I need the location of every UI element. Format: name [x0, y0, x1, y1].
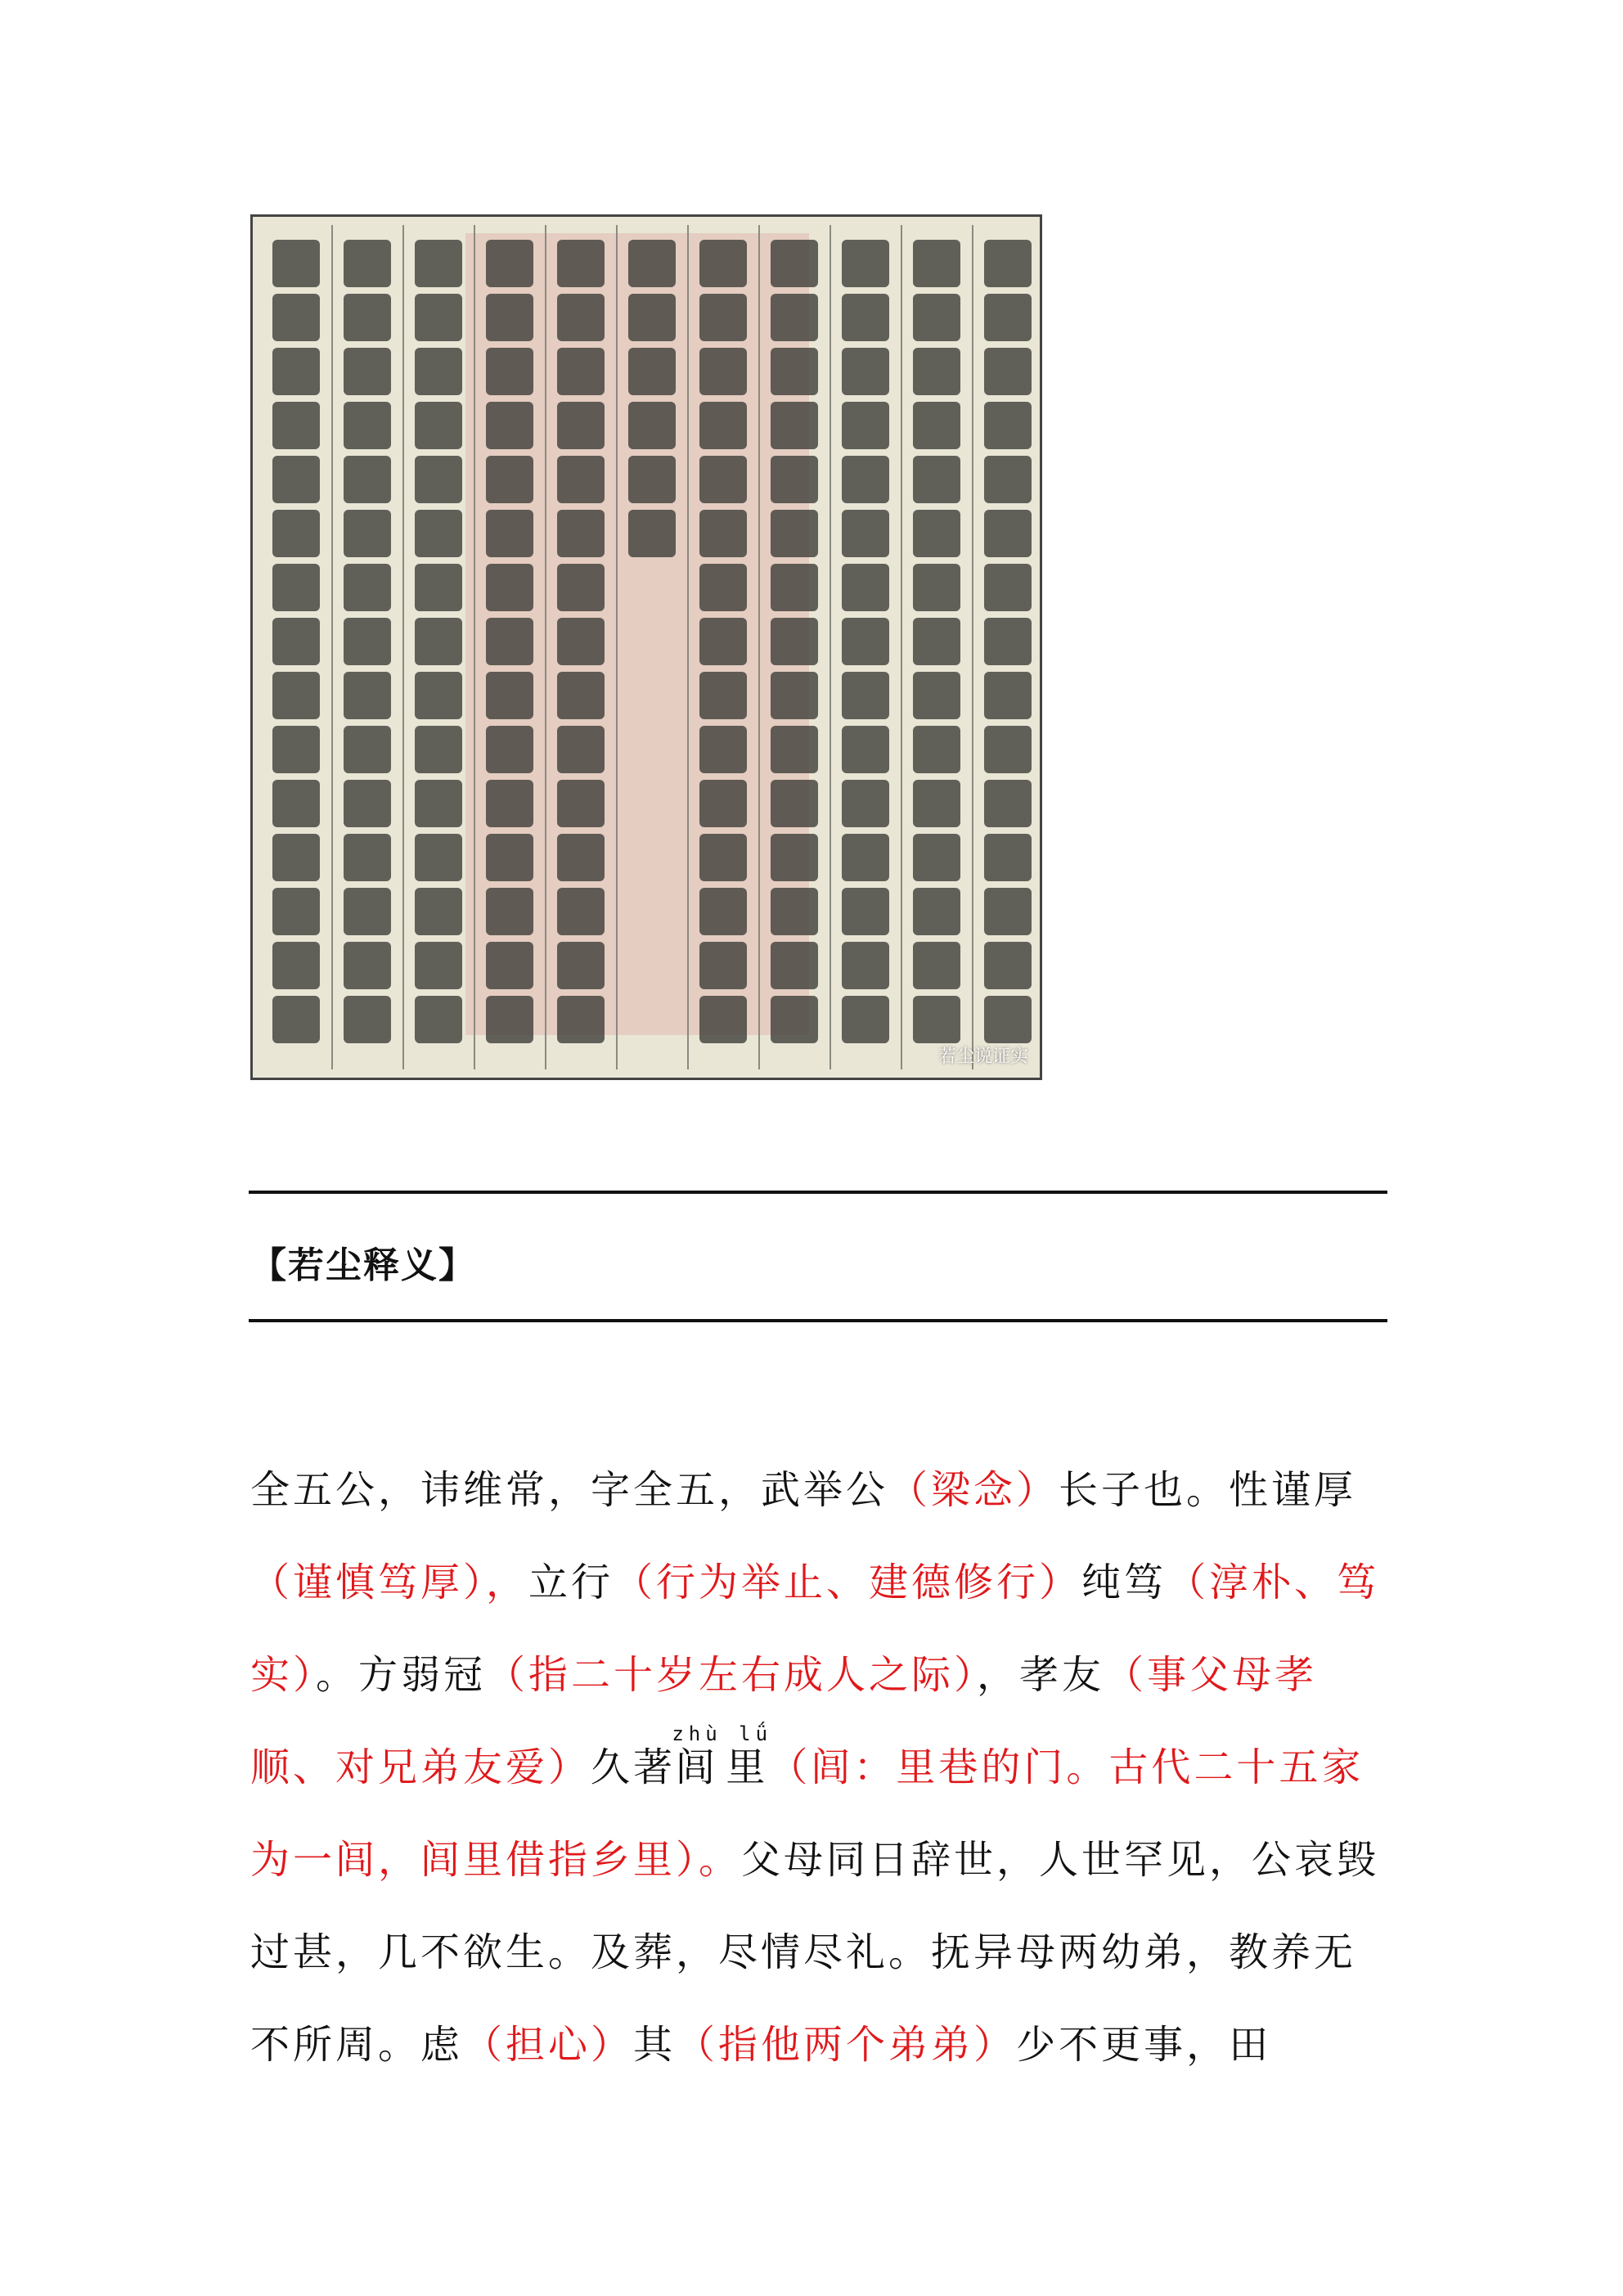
- scan-glyph: [557, 564, 605, 611]
- scan-glyph: [771, 942, 818, 989]
- scan-glyph: [984, 996, 1032, 1043]
- pinyin-ruby: 闾里zhù lǘ: [672, 1722, 773, 1790]
- scan-glyph: [771, 402, 818, 449]
- scan-glyph: [842, 672, 889, 719]
- scan-glyph: [913, 564, 960, 611]
- annotation: （事父母孝顺、对兄弟友爱）: [250, 1652, 1318, 1790]
- scan-glyph: [842, 564, 889, 611]
- scan-glyph: [272, 672, 320, 719]
- scan-glyph: [913, 240, 960, 287]
- annotation: （指二十岁左右成人之际）: [486, 1652, 978, 1698]
- scan-glyph: [771, 294, 818, 341]
- scan-glyph: [272, 942, 320, 989]
- scan-glyph: [699, 564, 747, 611]
- scan-glyph: [984, 510, 1032, 557]
- scan-glyph: [699, 780, 747, 827]
- scan-glyph: [272, 564, 320, 611]
- scan-glyph: [415, 456, 462, 503]
- scan-glyph: [913, 942, 960, 989]
- scan-glyph: [699, 888, 747, 935]
- scan-glyph: [486, 456, 533, 503]
- scan-glyph: [913, 672, 960, 719]
- scan-text-column: [901, 225, 973, 1069]
- scan-glyph: [272, 294, 320, 341]
- scan-glyph: [344, 618, 391, 665]
- scan-glyph: [771, 780, 818, 827]
- scan-glyph: [984, 942, 1032, 989]
- annotation: （指他两个弟弟）: [676, 2022, 1017, 2068]
- scan-glyph: [984, 402, 1032, 449]
- scan-glyph: [771, 564, 818, 611]
- scan-glyph: [984, 726, 1032, 773]
- annotation: （谨慎笃厚），: [250, 1560, 529, 1605]
- scan-glyph: [344, 834, 391, 881]
- scan-glyph: [486, 618, 533, 665]
- scan-glyph: [344, 780, 391, 827]
- scan-glyph: [415, 402, 462, 449]
- scan-glyph: [842, 240, 889, 287]
- scan-glyph: [842, 348, 889, 395]
- scan-glyph: [272, 348, 320, 395]
- scan-glyph: [557, 240, 605, 287]
- scan-glyph: [415, 780, 462, 827]
- top-rule: [249, 1191, 1387, 1194]
- scan-glyph: [771, 456, 818, 503]
- scan-glyph: [344, 996, 391, 1043]
- scan-glyph: [699, 348, 747, 395]
- scan-glyph: [557, 510, 605, 557]
- scan-text-column: [759, 225, 831, 1069]
- scan-glyph: [984, 780, 1032, 827]
- scan-glyph: [557, 402, 605, 449]
- scan-glyph: [842, 510, 889, 557]
- scan-glyph: [628, 456, 676, 503]
- scan-glyph: [272, 510, 320, 557]
- scan-glyph: [628, 348, 676, 395]
- scan-glyph: [486, 780, 533, 827]
- scan-glyph: [486, 996, 533, 1043]
- scan-glyph: [486, 834, 533, 881]
- scan-text-column: [546, 225, 618, 1069]
- scan-glyph: [771, 888, 818, 935]
- scan-glyph: [699, 672, 747, 719]
- scan-glyph: [771, 510, 818, 557]
- scan-glyph: [415, 672, 462, 719]
- scan-glyph: [771, 618, 818, 665]
- scan-glyph: [913, 780, 960, 827]
- scan-glyph: [628, 240, 676, 287]
- scan-glyph: [557, 348, 605, 395]
- scan-glyph: [486, 402, 533, 449]
- scan-glyph: [699, 294, 747, 341]
- scan-text-column: [973, 225, 1042, 1069]
- scan-glyph: [913, 510, 960, 557]
- scan-glyph: [344, 564, 391, 611]
- scan-glyph: [771, 240, 818, 287]
- scan-glyph: [344, 942, 391, 989]
- scan-glyph: [344, 888, 391, 935]
- section-heading: 【若尘释义】: [250, 1245, 476, 1286]
- scan-glyph: [557, 618, 605, 665]
- scan-glyph: [344, 510, 391, 557]
- scan-glyph: [699, 942, 747, 989]
- watermark: 若尘说证实: [937, 1047, 1028, 1067]
- scan-glyph: [984, 348, 1032, 395]
- scan-glyph: [415, 294, 462, 341]
- scan-glyph: [842, 780, 889, 827]
- scan-glyph: [913, 402, 960, 449]
- scan-glyph: [415, 834, 462, 881]
- scan-glyph: [415, 618, 462, 665]
- bottom-rule: [249, 1319, 1387, 1322]
- scan-glyph: [699, 456, 747, 503]
- explanation-paragraph: 全五公，讳维常，字全五，武举公（梁念）长子也。性谨厚（谨慎笃厚），立行（行为举止、建德修行）纯笃（淳朴、笃实）。方弱冠（指二十岁左右成人之际），孝友（事父母孝顺、对兄弟友爱）久著闾里zhù lǘ（闾：里巷的门。古代二十五家为一闾，闾里借指乡里）。父母同日辞世，人世罕见，公哀毁过甚，几不欲生。及葬，尽情尽礼。抚异母两幼弟，教养无不所周。虑（担心）其（指他两个弟弟）少不更事，田: [250, 1467, 1380, 2068]
- scan-glyph: [415, 510, 462, 557]
- scan-glyph: [344, 402, 391, 449]
- scan-text-column: [332, 225, 404, 1069]
- scan-glyph: [842, 618, 889, 665]
- scan-glyph: [984, 888, 1032, 935]
- scan-glyph: [842, 942, 889, 989]
- scan-glyph: [771, 348, 818, 395]
- scan-glyph: [272, 240, 320, 287]
- scan-glyph: [557, 294, 605, 341]
- scan-glyph: [699, 240, 747, 287]
- scan-text-column: [261, 225, 333, 1069]
- scan-glyph: [984, 294, 1032, 341]
- scan-glyph: [984, 618, 1032, 665]
- scan-glyph: [486, 240, 533, 287]
- scan-glyph: [486, 564, 533, 611]
- scan-glyph: [699, 402, 747, 449]
- scan-glyph: [415, 942, 462, 989]
- scan-text-column: [474, 225, 546, 1069]
- scan-glyph: [415, 564, 462, 611]
- scan-glyph: [344, 348, 391, 395]
- annotation: （闾：里巷的门。古代二十五家为一闾，闾里借指乡里）。: [250, 1745, 1364, 1883]
- scan-glyph: [984, 564, 1032, 611]
- scan-glyph: [628, 402, 676, 449]
- scan-glyph: [272, 456, 320, 503]
- scan-glyph: [699, 510, 747, 557]
- scan-glyph: [913, 996, 960, 1043]
- scan-glyph: [272, 996, 320, 1043]
- scan-glyph: [771, 726, 818, 773]
- scan-glyph: [557, 888, 605, 935]
- scan-glyph: [344, 726, 391, 773]
- scan-glyph: [272, 834, 320, 881]
- scan-glyph: [415, 996, 462, 1043]
- scan-glyph: [557, 672, 605, 719]
- scan-glyph: [272, 726, 320, 773]
- scan-glyph: [842, 996, 889, 1043]
- scan-glyph: [913, 834, 960, 881]
- scan-text-column: [830, 225, 902, 1069]
- scan-glyph: [486, 510, 533, 557]
- scan-glyph: [628, 294, 676, 341]
- scan-glyph: [344, 456, 391, 503]
- scan-text-column: [617, 225, 689, 1069]
- annotation: （淳朴、笃实）: [250, 1560, 1380, 1698]
- scan-glyph: [842, 888, 889, 935]
- scan-glyph: [913, 888, 960, 935]
- scan-glyph: [771, 834, 818, 881]
- scan-glyph: [842, 402, 889, 449]
- annotation: （行为举止、建德修行）: [614, 1560, 1082, 1605]
- genealogy-scan-image: [250, 214, 1042, 1080]
- scan-glyph: [272, 888, 320, 935]
- scan-glyph: [771, 672, 818, 719]
- scan-glyph: [557, 726, 605, 773]
- annotation: （担心）: [463, 2022, 634, 2068]
- scan-glyph: [557, 942, 605, 989]
- scan-glyph: [842, 834, 889, 881]
- scan-glyph: [699, 726, 747, 773]
- scan-glyph: [984, 240, 1032, 287]
- scan-glyph: [984, 672, 1032, 719]
- scan-glyph: [699, 834, 747, 881]
- scan-glyph: [557, 834, 605, 881]
- scan-glyph: [344, 672, 391, 719]
- scan-glyph: [486, 888, 533, 935]
- scan-glyph: [984, 834, 1032, 881]
- scan-text-column: [403, 225, 475, 1069]
- scan-glyph: [415, 888, 462, 935]
- annotation: （梁念）: [888, 1467, 1059, 1513]
- scan-glyph: [486, 726, 533, 773]
- scan-glyph: [913, 456, 960, 503]
- scan-glyph: [415, 240, 462, 287]
- scan-glyph: [557, 456, 605, 503]
- scan-glyph: [842, 294, 889, 341]
- scan-glyph: [557, 996, 605, 1043]
- scan-glyph: [913, 726, 960, 773]
- scan-glyph: [415, 726, 462, 773]
- scan-glyph: [486, 294, 533, 341]
- scan-glyph: [486, 672, 533, 719]
- scan-text-column: [688, 225, 760, 1069]
- scan-glyph: [913, 348, 960, 395]
- scan-glyph: [557, 780, 605, 827]
- scan-glyph: [272, 618, 320, 665]
- scan-glyph: [771, 996, 818, 1043]
- scan-glyph: [913, 294, 960, 341]
- scan-glyph: [842, 726, 889, 773]
- scan-glyph: [486, 348, 533, 395]
- scan-glyph: [699, 618, 747, 665]
- scan-glyph: [272, 780, 320, 827]
- scan-glyph: [699, 996, 747, 1043]
- scan-glyph: [415, 348, 462, 395]
- scan-glyph: [272, 402, 320, 449]
- scan-glyph: [344, 294, 391, 341]
- scan-glyph: [913, 618, 960, 665]
- scan-glyph: [628, 510, 676, 557]
- scan-glyph: [486, 942, 533, 989]
- scan-glyph: [984, 456, 1032, 503]
- scan-glyph: [842, 456, 889, 503]
- scan-glyph: [344, 240, 391, 287]
